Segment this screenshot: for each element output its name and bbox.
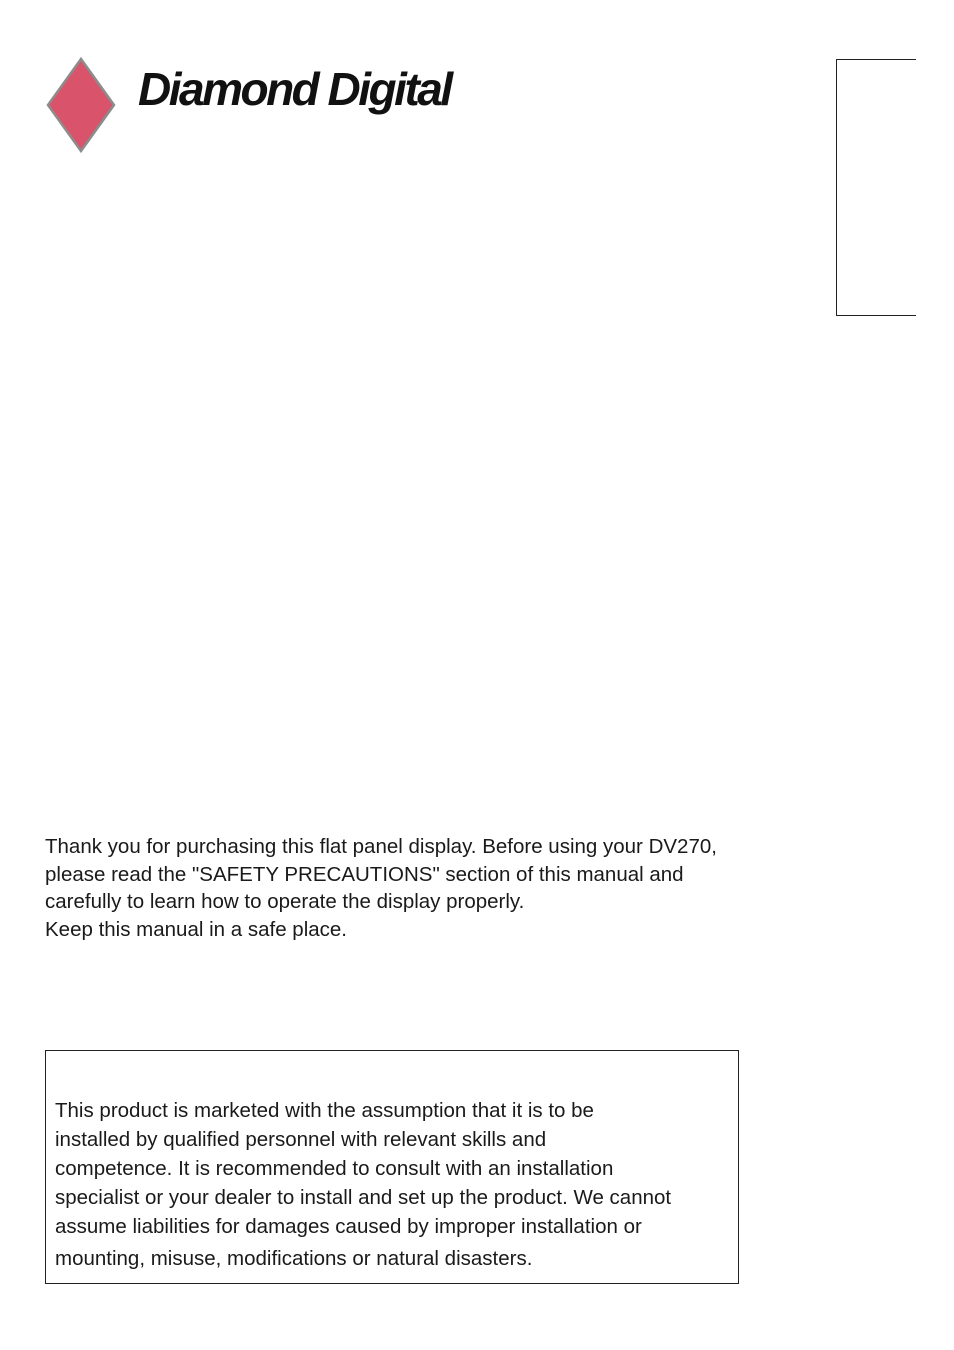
intro-line: carefully to learn how to operate the display properly. bbox=[45, 890, 525, 913]
diamond-logo-icon bbox=[46, 57, 116, 153]
notice-line: assume liabilities for damages caused by improper installation or bbox=[55, 1215, 642, 1238]
installation-notice-text bbox=[55, 1096, 737, 1273]
intro-line: Thank you for purchasing this flat panel display. Before using your DV270, bbox=[45, 835, 717, 858]
intro-line: Keep this manual in a safe place. bbox=[45, 917, 347, 941]
installation-notice-box bbox=[45, 1050, 739, 1284]
brand-wordmark: Diamond Digital bbox=[138, 63, 451, 115]
notice-line: competence. It is recommended to consult with an installation bbox=[55, 1157, 614, 1180]
section-index-tab bbox=[836, 59, 916, 316]
notice-line: installed by qualified personnel with relevant skills and bbox=[55, 1128, 547, 1151]
notice-line: mounting, misuse, modifications or natural disasters. bbox=[55, 1247, 533, 1270]
diamond-logo-shape bbox=[48, 59, 114, 151]
intro-line: please read the "SAFETY PRECAUTIONS" section of this manual and bbox=[45, 862, 684, 886]
notice-line: specialist or your dealer to install and set up the product. We cannot bbox=[55, 1186, 672, 1209]
notice-line: This product is marketed with the assumption that it is to be bbox=[55, 1099, 594, 1122]
intro-paragraph bbox=[45, 833, 825, 943]
